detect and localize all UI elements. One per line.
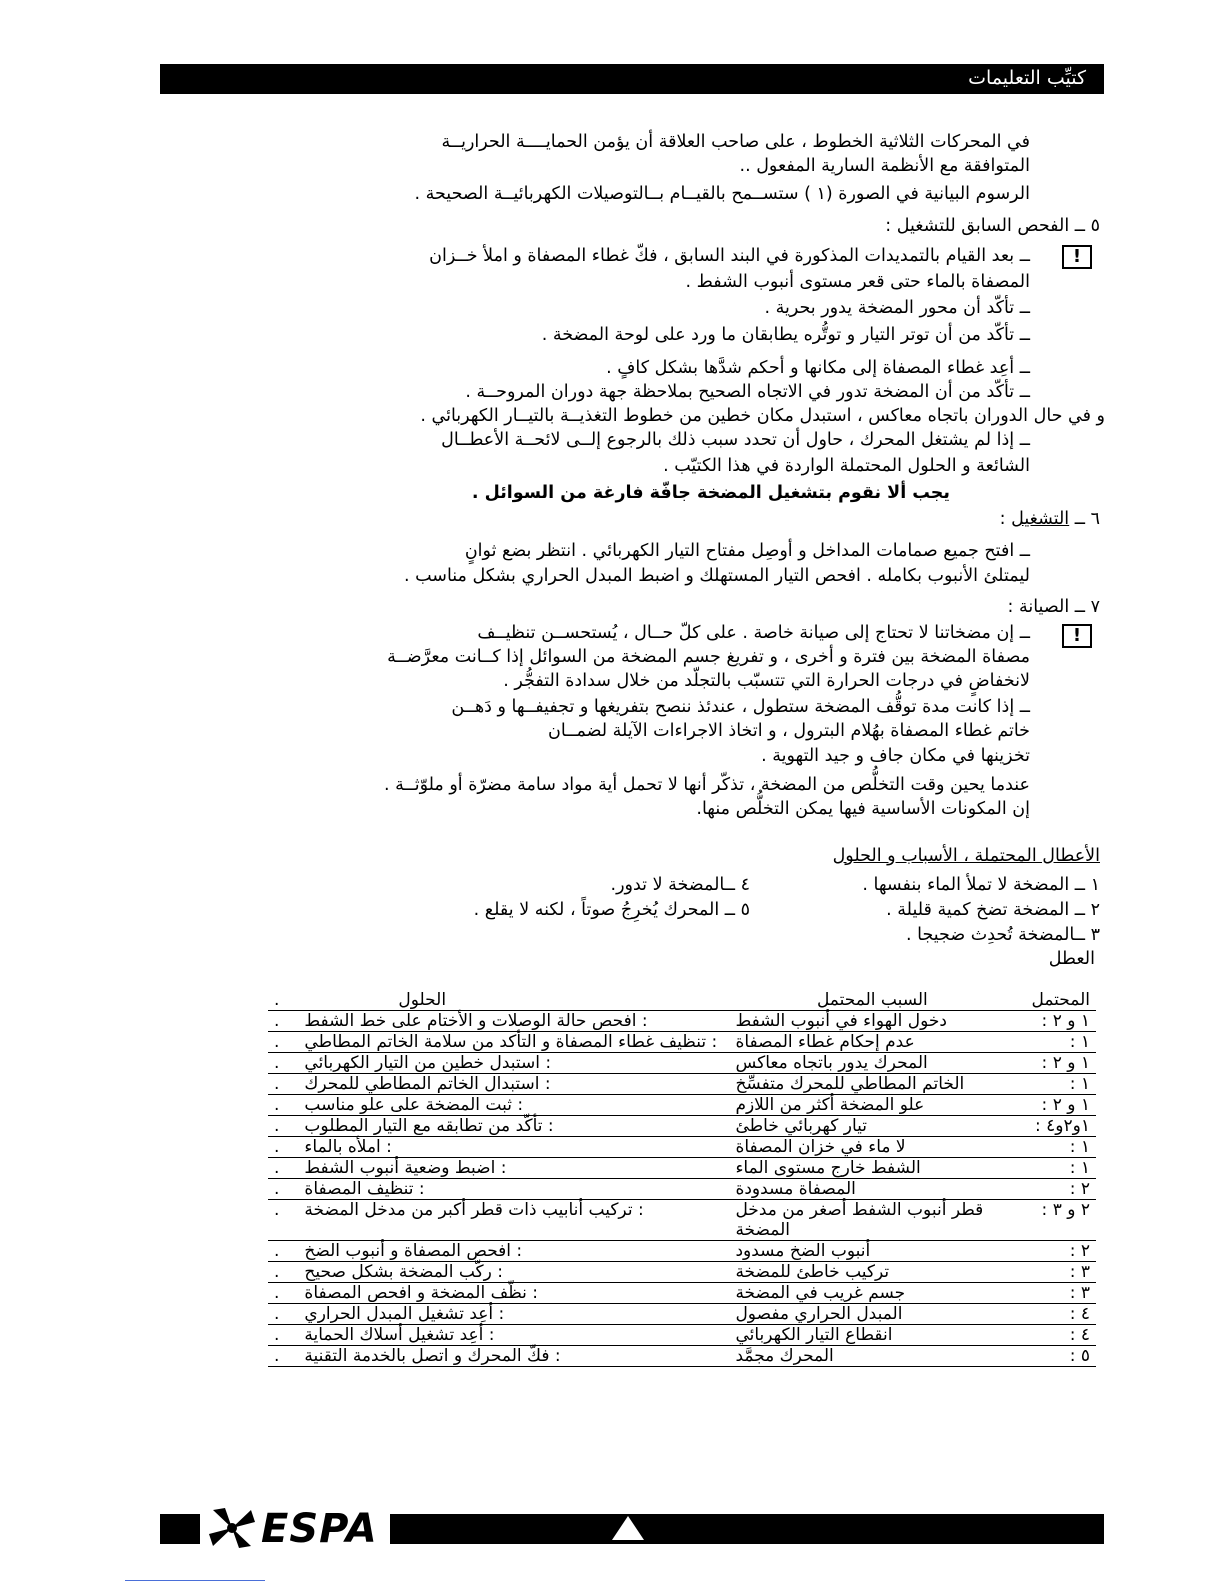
section6-heading: التشغيل bbox=[1011, 509, 1070, 529]
section5-line: المصفاة بالماء حتى قعر مستوى أنبوب الشفط . bbox=[685, 272, 1030, 292]
row-dot: . bbox=[268, 990, 298, 1011]
row-solution: : استبدل خطين من التيار الكهربائي bbox=[298, 1053, 729, 1074]
section5-line: الشائعة و الحلول المحتملة الواردة في هذا الكتيّب . bbox=[663, 456, 1030, 476]
row-cause: انقطاع التيار الكهربائي bbox=[729, 1325, 1015, 1346]
row-dot: . bbox=[268, 1304, 298, 1325]
row-num: ٤ : bbox=[1015, 1304, 1096, 1325]
row-dot: . bbox=[268, 1241, 298, 1262]
table-row bbox=[268, 1304, 1096, 1325]
table-row bbox=[268, 1011, 1096, 1032]
faults-table bbox=[268, 990, 1096, 1367]
row-cause: تركيب خاطئ للمضخة bbox=[729, 1262, 1015, 1283]
table-row bbox=[268, 1325, 1096, 1346]
fault-list-item: ٥ ــ المحرك يُخرِجُ صوتاً ، لكنه لا يقلع . bbox=[473, 900, 750, 920]
table-row bbox=[268, 1283, 1096, 1304]
row-cause: الخاتم المطاطي للمحرك متفسِّخ bbox=[729, 1074, 1015, 1095]
row-num: ١ : bbox=[1015, 1137, 1096, 1158]
row-cause: المبدل الحراري مفصول bbox=[729, 1304, 1015, 1325]
table-header-row bbox=[268, 990, 1096, 1011]
row-cause: الشفط خارج مستوى الماء bbox=[729, 1158, 1015, 1179]
warning-icon: ! bbox=[1062, 624, 1092, 648]
intro-line-3: الرسوم البيانية في الصورة (١ ) ستســمح بالقيــام بــالتوصيلات الكهربائيــة الصحيحة . bbox=[414, 184, 1030, 204]
section5-line: ــ أعِد غطاء المصفاة إلى مكانها و أحكم شدَّها بشكل كافٍ . bbox=[606, 358, 1030, 378]
table-row bbox=[268, 1032, 1096, 1053]
fault-list-item: ٢ ــ المضخة تضخ كمية قليلة . bbox=[886, 900, 1100, 920]
row-cause: علو المضخة أكثر من اللازم bbox=[729, 1095, 1015, 1116]
row-num: ٥ : bbox=[1015, 1346, 1096, 1367]
warning-icon: ! bbox=[1062, 245, 1092, 269]
row-dot: . bbox=[268, 1158, 298, 1179]
row-solution: : أعِد تشغيل أسلاك الحماية bbox=[298, 1325, 729, 1346]
table-row bbox=[268, 1241, 1096, 1262]
row-solution: : تركيب أنابيب ذات قطر أكبر من مدخل المضخة bbox=[298, 1200, 729, 1241]
table-row bbox=[268, 1074, 1096, 1095]
row-dot: . bbox=[268, 1346, 298, 1367]
table-row bbox=[268, 1262, 1096, 1283]
row-cause: المصفاة مسدودة bbox=[729, 1179, 1015, 1200]
section6-colon: : bbox=[999, 509, 1006, 529]
table-header-top: العطل bbox=[1048, 949, 1095, 969]
row-cause: لا ماء في خزان المصفاة bbox=[729, 1137, 1015, 1158]
section5-title: ٥ ــ الفحص السابق للتشغيل : bbox=[885, 216, 1100, 236]
header-num: المحتمل bbox=[1015, 990, 1096, 1011]
section7-line: عندما يحين وقت التخلُّص من المضخة ، تذكّر أنها لا تحمل أية مواد سامة مضرّة أو ملوّثــة . bbox=[383, 775, 1030, 795]
faults-title: الأعطال المحتملة ، الأسباب و الحلول bbox=[832, 846, 1100, 866]
table-row bbox=[268, 1158, 1096, 1179]
section7-line: ــ إذا كانت مدة توقُّف المضخة ستطول ، عندئذ ننصح بتفريغها و تجفيفــها و دَهــن bbox=[451, 697, 1030, 717]
row-dot: . bbox=[268, 1074, 298, 1095]
section5-line: ــ تأكّد من أن المضخة تدور في الاتجاه الصحيح بملاحظة جهة دوران المروحــة . bbox=[465, 382, 1030, 402]
up-triangle-icon bbox=[612, 1516, 644, 1540]
header-cause: السبب المحتمل bbox=[729, 990, 1015, 1011]
row-cause: أنبوب الضخ مسدود bbox=[729, 1241, 1015, 1262]
row-num: ١ و ٢ : bbox=[1015, 1053, 1096, 1074]
row-solution: : نظّف المضخة و افحص المصفاة bbox=[298, 1283, 729, 1304]
table-row bbox=[268, 1053, 1096, 1074]
row-num: ١و٢و٤ : bbox=[1015, 1116, 1096, 1137]
row-dot: . bbox=[268, 1283, 298, 1304]
section5-line: ــ تأكّد من أن توتر التيار و توتُّره يطابقان ما ورد على لوحة المضخة . bbox=[541, 325, 1030, 345]
section7-line: تخزينها في مكان جاف و جيد التهوية . bbox=[761, 746, 1030, 766]
row-solution: : اضبط وضعية أنبوب الشفط bbox=[298, 1158, 729, 1179]
intro-line-2: المتوافقة مع الأنظمة السارية المفعول .. bbox=[739, 156, 1030, 176]
row-num: ٣ : bbox=[1015, 1283, 1096, 1304]
row-num: ٣ : bbox=[1015, 1262, 1096, 1283]
row-num: ١ : bbox=[1015, 1074, 1096, 1095]
page-title: كتيِّب التعليمات bbox=[968, 67, 1086, 89]
row-solution: : أعِد تشغيل المبدل الحراري bbox=[298, 1304, 729, 1325]
section6-line: ليمتلئ الأنبوب بكامله . افحص التيار المستهلك و اضبط المبدل الحراري بشكل مناسب . bbox=[403, 566, 1030, 586]
row-solution: : افحص حالة الوصلات و الأختام على خط الشفط bbox=[298, 1011, 729, 1032]
row-cause: دخول الهواء في أنبوب الشفط bbox=[729, 1011, 1015, 1032]
espa-logo bbox=[205, 1504, 385, 1552]
section7-line: لانخفاضٍ في درجات الحرارة التي تتسبّب بالتجلّد من خلال سدادة التفجُّر . bbox=[503, 671, 1030, 691]
section7-line: ــ إن مضخاتنا لا تحتاج إلى صيانة خاصة . على كلّ حــال ، يُستحســن تنظيــف bbox=[477, 623, 1030, 643]
fault-list-item: ٣ ــالمضخة تُحدِث ضجيجا . bbox=[905, 925, 1100, 945]
table-row bbox=[268, 1095, 1096, 1116]
section7-line: إن المكونات الأساسية فيها يمكن التخلُّص منها. bbox=[696, 799, 1030, 819]
row-dot: . bbox=[268, 1116, 298, 1137]
section6-title bbox=[1000, 508, 1100, 530]
table-row bbox=[268, 1200, 1096, 1241]
row-solution: : ركّب المضخة بشكل صحيح bbox=[298, 1262, 729, 1283]
row-dot: . bbox=[268, 1053, 298, 1074]
row-num: ٢ و ٣ : bbox=[1015, 1200, 1096, 1241]
row-num: ١ : bbox=[1015, 1032, 1096, 1053]
row-solution: : افحص المصفاة و أنبوب الضخ bbox=[298, 1241, 729, 1262]
row-dot: . bbox=[268, 1137, 298, 1158]
row-cause: المحرك مجمَّد bbox=[729, 1346, 1015, 1367]
table-row bbox=[268, 1137, 1096, 1158]
row-solution: : تأكّد من تطابقه مع التيار المطلوب bbox=[298, 1116, 729, 1137]
table-row bbox=[268, 1346, 1096, 1367]
dry-run-warning: يجب ألا نقوم بتشغيل المضخة جافّة فارغة من السوائل . bbox=[471, 483, 950, 503]
row-dot: . bbox=[268, 1032, 298, 1053]
row-solution: : تنظيف غطاء المصفاة و التأكد من سلامة الخاتم المطاطي bbox=[298, 1032, 729, 1053]
row-num: ٢ : bbox=[1015, 1241, 1096, 1262]
section5-line: ــ بعد القيام بالتمديدات المذكورة في البند السابق ، فكّ غطاء المصفاة و املأ خــزان bbox=[429, 246, 1030, 266]
row-dot: . bbox=[268, 1262, 298, 1283]
row-solution: : ثبت المضخة على علو مناسب bbox=[298, 1095, 729, 1116]
section7-line: خاتم غطاء المصفاة بهُلام البترول ، و اتخاذ الاجراءات الآيلة لضمــان bbox=[548, 721, 1030, 741]
row-num: ١ و ٢ : bbox=[1015, 1011, 1096, 1032]
footer-bar-left bbox=[160, 1514, 200, 1544]
footer-bar-right bbox=[390, 1514, 1104, 1544]
row-cause: تيار كهربائي خاطئ bbox=[729, 1116, 1015, 1137]
table-row bbox=[268, 1116, 1096, 1137]
section5-line: ــ تأكّد أن محور المضخة يدور بحرية . bbox=[764, 298, 1030, 318]
row-num: ١ و ٢ : bbox=[1015, 1095, 1096, 1116]
section5-line: و في حال الدوران باتجاه معاكس ، استبدل مكان خطين من خطوط التغذيــة بالتيــار الكهربائي . bbox=[420, 406, 1105, 426]
row-solution: : املأه بالماء bbox=[298, 1137, 729, 1158]
section6-number: ٦ ــ bbox=[1074, 509, 1100, 529]
row-dot: . bbox=[268, 1325, 298, 1346]
row-solution: : تنظيف المصفاة bbox=[298, 1179, 729, 1200]
row-cause: قطر أنبوب الشفط أصغر من مدخل المضخة bbox=[729, 1200, 1015, 1241]
section5-line: ــ إذا لم يشتغل المحرك ، حاول أن تحدد سبب ذلك بالرجوع إلــى لائحــة الأعطــال bbox=[441, 430, 1030, 450]
espa-pinwheel-icon bbox=[205, 1504, 259, 1552]
row-dot: . bbox=[268, 1011, 298, 1032]
row-cause: المحرك يدور باتجاه معاكس bbox=[729, 1053, 1015, 1074]
row-num: ٢ : bbox=[1015, 1179, 1096, 1200]
logo-text: ESPA bbox=[261, 1506, 378, 1552]
row-dot: . bbox=[268, 1179, 298, 1200]
section7-title: ٧ ــ الصيانة : bbox=[1007, 597, 1100, 617]
header-solution: الحلول bbox=[298, 990, 729, 1011]
row-num: ١ : bbox=[1015, 1158, 1096, 1179]
intro-line-1: في المحركات الثلاثية الخطوط ، على صاحب العلاقة أن يؤمن الحمايــــة الحراريــة bbox=[441, 132, 1030, 152]
fault-list-item: ٤ ــالمضخة لا تدور. bbox=[610, 875, 750, 895]
section7-line: مصفاة المضخة بين فترة و أخرى ، و تفريغ جسم المضخة من السوائل إذا كــانت معرَّضــة bbox=[387, 647, 1030, 667]
section6-line: ــ افتح جميع صمامات المداخل و أوصِل مفتاح التيار الكهربائي . انتظر بضع ثوانٍ bbox=[464, 541, 1030, 561]
row-num: ٤ : bbox=[1015, 1325, 1096, 1346]
row-cause: جسم غريب في المضخة bbox=[729, 1283, 1015, 1304]
row-solution: : فكّ المحرك و اتصل بالخدمة التقنية bbox=[298, 1346, 729, 1367]
row-dot: . bbox=[268, 1200, 298, 1241]
table-row bbox=[268, 1179, 1096, 1200]
link-underline bbox=[125, 1580, 265, 1581]
header-bar bbox=[160, 64, 1104, 94]
row-cause: عدم إحكام غطاء المصفاة bbox=[729, 1032, 1015, 1053]
row-solution: : استبدال الخاتم المطاطي للمحرك bbox=[298, 1074, 729, 1095]
fault-list-item: ١ ــ المضخة لا تملأ الماء بنفسها . bbox=[862, 875, 1100, 895]
row-dot: . bbox=[268, 1095, 298, 1116]
